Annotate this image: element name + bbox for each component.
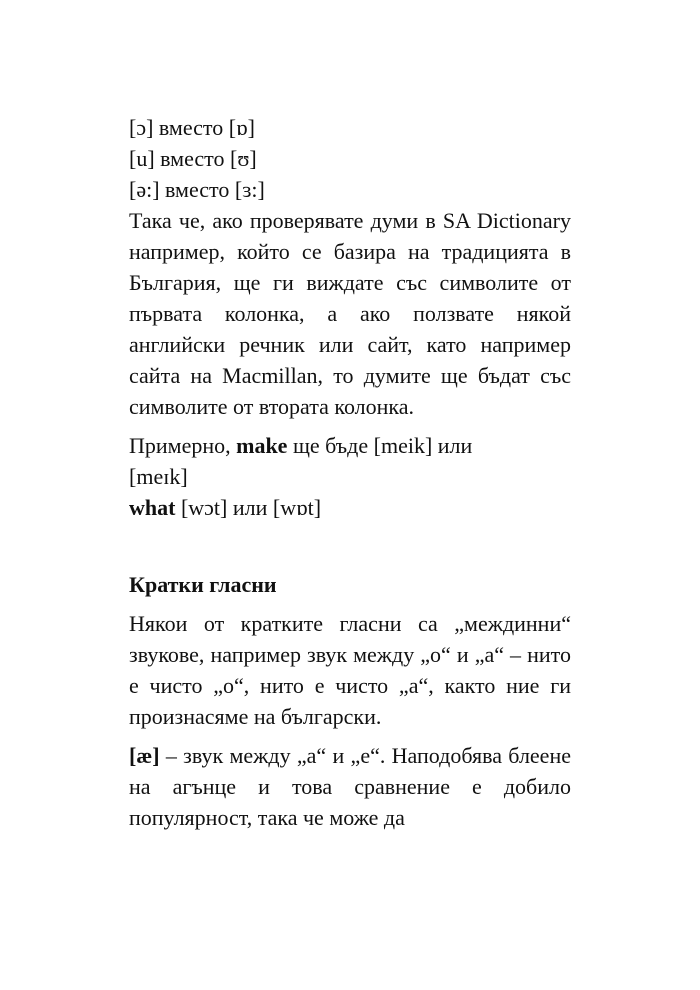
paragraph-ae-sound — [129, 740, 571, 833]
example-what-word: what — [129, 495, 176, 520]
ae-symbol: [æ] — [129, 743, 160, 768]
paragraph-dictionary-note: Така че, ако проверявате думи в SA Dictionary например, който се базира на традицията в България, ще ги виждате със символите от първата колонка, а ако ползвате някой английски речник или сайт, като например сайта на Macmillan, то думите ще бъдат със символите от втората колонка. — [129, 208, 571, 419]
example-make-word: make — [236, 433, 288, 458]
document-page — [129, 112, 571, 833]
example-what-suffix: [wɔt] или [wɒt] — [175, 495, 322, 520]
symbol-line-2: [u] вместо [ʊ] — [129, 146, 257, 171]
section-heading: Кратки гласни — [129, 572, 277, 597]
symbol-line-3: [ə:] вместо [ɜ:] — [129, 177, 265, 202]
example-make-prefix: Примерно, — [129, 433, 237, 458]
example-make-suffix: ще бъде [meik] или — [287, 433, 473, 458]
example-what — [129, 492, 571, 523]
paragraph-short-vowels: Някои от кратките гласни са „междинни“ звукове, например звук между „о“ и „а“ – нито е чисто „о“, нито е чисто „а“, както ние ги произнасяме на български. — [129, 611, 571, 729]
ae-description: – звук между „а“ и „е“. Наподобява блеене на агънце и това сравнение е добило популярност, така че може да — [129, 743, 571, 830]
symbol-line-1: [ɔ] вместо [ɒ] — [129, 115, 255, 140]
example-make-line2: [meɪk] — [129, 464, 188, 489]
example-make — [129, 430, 571, 461]
